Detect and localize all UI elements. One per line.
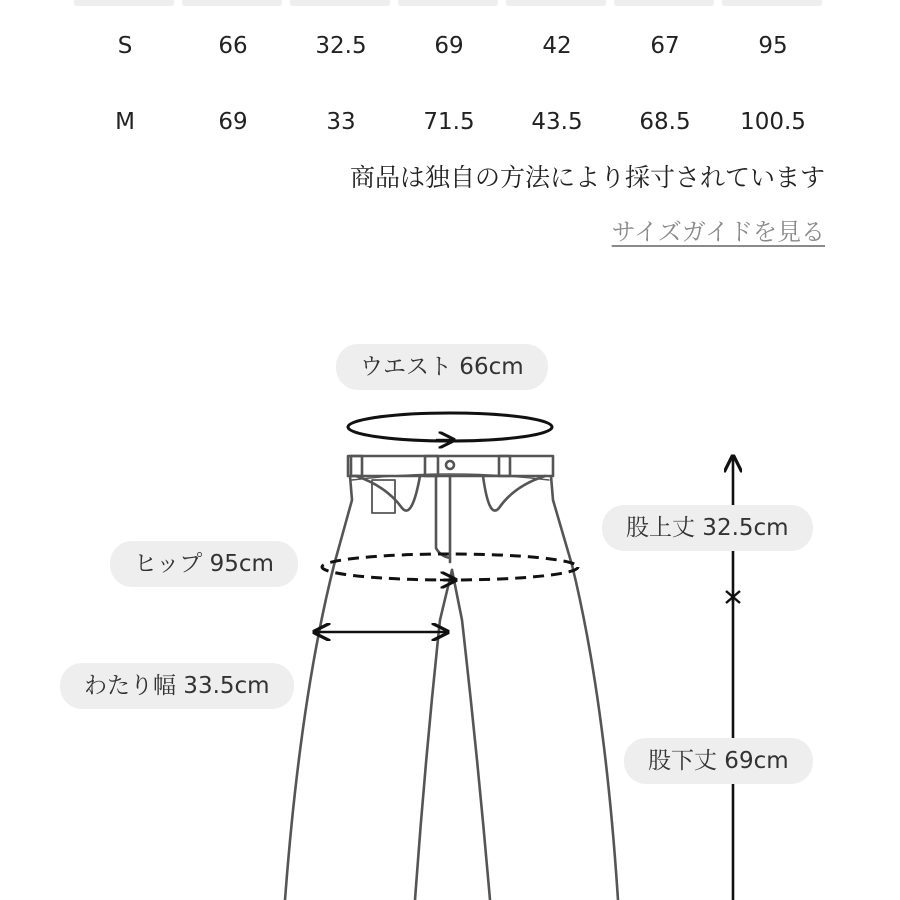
measurement-note: 商品は独自の方法により採寸されています xyxy=(349,163,825,192)
size-label: S xyxy=(117,33,133,59)
table-cell: 42 xyxy=(542,33,572,59)
inseam-label: 股下丈 69cm xyxy=(624,738,813,784)
table-cell: 43.5 xyxy=(531,109,583,135)
thigh-width-label: わたり幅 33.5cm xyxy=(60,663,294,709)
rise-label: 股上丈 32.5cm xyxy=(602,505,813,551)
pants-outline xyxy=(285,456,618,900)
size-label: M xyxy=(115,109,135,135)
table-cell: 68.5 xyxy=(639,109,691,135)
table-cell: 95 xyxy=(758,33,788,59)
waist-measure-line xyxy=(348,413,552,441)
table-cell: 66 xyxy=(218,33,248,59)
hip-label: ヒップ 95cm xyxy=(110,541,298,587)
table-cell: 71.5 xyxy=(423,109,475,135)
table-cell: 69 xyxy=(218,109,248,135)
table-cell: 67 xyxy=(650,33,680,59)
waist-label: ウエスト 66cm xyxy=(336,344,548,390)
table-cell: 32.5 xyxy=(315,33,367,59)
table-cell: 33 xyxy=(326,109,356,135)
table-cell: 100.5 xyxy=(740,109,806,135)
table-cell: 69 xyxy=(434,33,464,59)
size-guide-link[interactable]: サイズガイドを見る xyxy=(611,218,825,246)
